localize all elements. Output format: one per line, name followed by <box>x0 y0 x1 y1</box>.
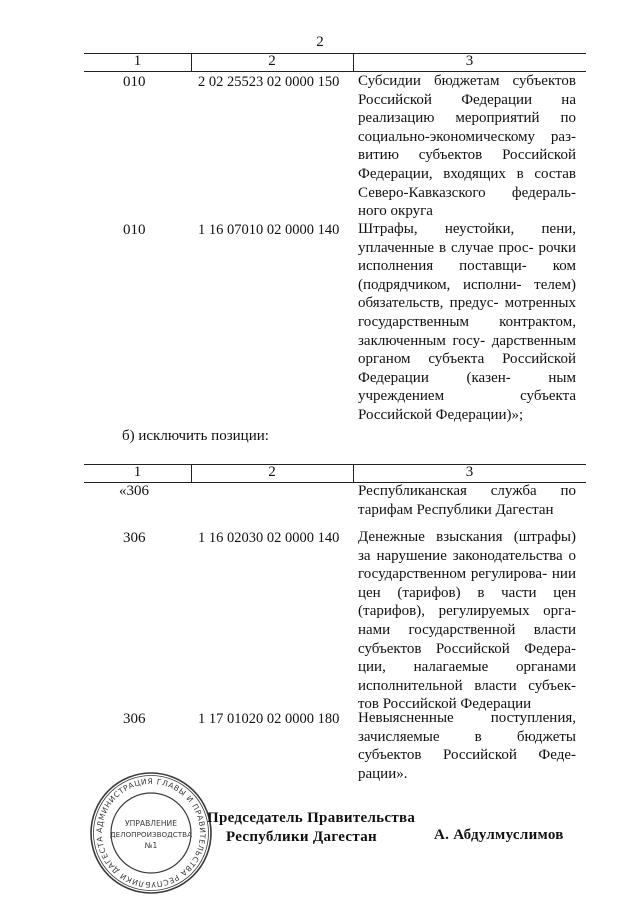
table-row-kbk: 2 02 25523 02 0000 150 <box>198 74 340 90</box>
table-row-description: Субсидии бюджетам субъектов Российской Федерации на реализацию мероприятий по социально-экономическому раз- витию субъектов Российской Федерации, входящих в состав Северо-Кавказского федераль- ного округа <box>358 73 576 220</box>
table-row-description: Невыясненные поступления, зачисляемые в бюджеты субъектов Российской Феде- рации». <box>358 710 576 782</box>
signatory-name: А. Абдулмуслимов <box>434 827 564 843</box>
svg-text:АДМИНИСТРАЦИЯ ГЛАВЫ И ПРАВИТЕЛ: АДМИНИСТРАЦИЯ ГЛАВЫ И ПРАВИТЕЛЬСТВА РЕСПУБЛИКИ ДАГЕСТА <box>94 776 208 890</box>
table-row-description: Штрафы, неустойки, пени, уплаченные в случае прос- рочки исполнения поставщи- ком (подрядчиком, исполни- телем) обязательств, предус- мотренных государственным контрактом, заключенным госу- дарственным органом субъекта Российской Федерации (казен- ным учреждением субъекта Российской Федерации)»; <box>358 221 577 423</box>
table-1-header-col-2: 2 <box>268 53 276 69</box>
svg-text:УПРАВЛЕНИЕ: УПРАВЛЕНИЕ <box>124 819 178 828</box>
page-number: 2 <box>316 34 324 50</box>
svg-text:ДЕЛОПРОИЗВОДСТВА: ДЕЛОПРОИЗВОДСТВА <box>109 830 193 839</box>
table-1-header-col-1: 1 <box>133 53 142 69</box>
stamp-seal-icon <box>88 770 214 896</box>
official-stamp <box>88 770 214 896</box>
signatory-title-line-2: Республики Дагестан <box>226 829 377 845</box>
table-row-code: 306 <box>123 530 146 546</box>
table-row-description: Республиканская служба по тарифам Республики Дагестан <box>358 483 576 518</box>
table-row-description: Денежные взыскания (штрафы) за нарушение законодательства о государственном регулирова- нии цен (тарифов) в части цен (тарифов), регулируемых орга- нами государственной власти субъектов Российской Федера- ции, налагаемые органами исполнительной власти субъек- тов Российской Федерации <box>358 529 577 713</box>
table-row-code: 010 <box>123 74 146 90</box>
table-row-kbk: 1 16 02030 02 0000 140 <box>198 530 340 546</box>
table-row-code: «306 <box>119 483 149 499</box>
table-row-kbk: 1 17 01020 02 0000 180 <box>198 711 340 727</box>
table-row-code: 306 <box>123 711 146 727</box>
table-2-header-col-3: 3 <box>465 464 474 480</box>
table-2-header-col-1: 1 <box>133 464 142 480</box>
table-row-code: 010 <box>123 222 146 238</box>
exclude-positions-paragraph: б) исключить позиции: <box>122 428 269 444</box>
svg-text:№1: №1 <box>144 841 158 850</box>
table-row-kbk: 1 16 07010 02 0000 140 <box>198 222 340 238</box>
table-2-header-col-2: 2 <box>268 464 276 480</box>
table-1-header-col-3: 3 <box>465 53 474 69</box>
signatory-title-line-1: Председатель Правительства <box>207 810 416 826</box>
